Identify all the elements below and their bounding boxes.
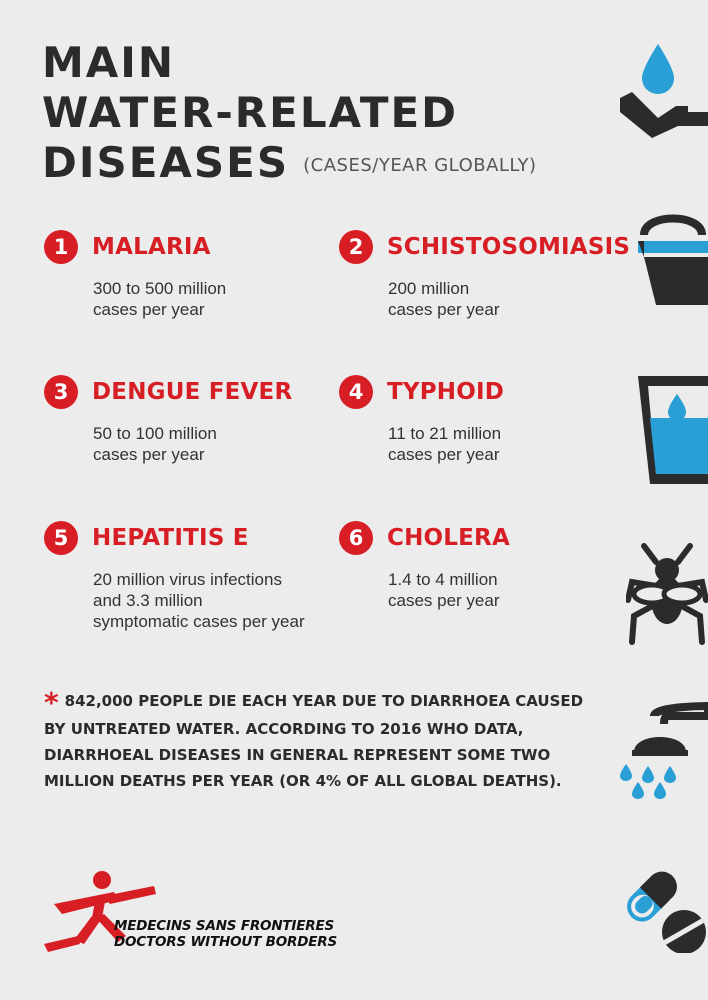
pills-icon xyxy=(618,858,708,953)
title-line-3: DISEASES xyxy=(42,138,290,187)
disease-cases xyxy=(388,278,638,320)
page-title xyxy=(42,38,537,191)
glass-of-water-icon xyxy=(638,376,708,484)
title-line-1: MAIN xyxy=(42,38,176,87)
disease-item-typhoid xyxy=(339,374,629,465)
disease-cases-line: cases per year xyxy=(388,591,500,610)
disease-item-malaria xyxy=(44,229,334,320)
disease-name: MALARIA xyxy=(92,234,211,260)
disease-cases-line: cases per year xyxy=(93,300,205,319)
disease-cases-line: cases per year xyxy=(93,445,205,464)
disease-item-dengue-fever xyxy=(44,374,334,465)
disease-cases xyxy=(388,423,638,465)
disease-number-badge: 1 xyxy=(44,230,78,264)
disease-cases-line: cases per year xyxy=(388,300,500,319)
shower-icon xyxy=(614,702,708,800)
disease-name: TYPHOID xyxy=(387,379,505,405)
msf-logo-line-2: DOCTORS WITHOUT BORDERS xyxy=(114,934,337,950)
disease-item-hepatitis-e xyxy=(44,520,334,632)
title-line-2: WATER-RELATED xyxy=(42,88,459,137)
mosquito-icon xyxy=(626,542,708,650)
msf-logo xyxy=(44,866,337,960)
disease-cases-line: 50 to 100 million xyxy=(93,424,217,443)
disease-cases-line: cases per year xyxy=(388,445,500,464)
disease-name: SCHISTOSOMIASIS xyxy=(387,234,631,260)
disease-cases xyxy=(93,278,343,320)
disease-cases xyxy=(93,423,343,465)
disease-cases-line: 11 to 21 million xyxy=(388,424,502,443)
disease-cases-line: 1.4 to 4 million xyxy=(388,570,498,589)
disease-cases-line: symptomatic cases per year xyxy=(93,612,305,631)
disease-cases-line: 300 to 500 million xyxy=(93,279,227,298)
disease-cases-line: 20 million virus infections xyxy=(93,570,282,589)
disease-item-schistosomiasis xyxy=(339,229,629,320)
disease-cases-line: 200 million xyxy=(388,279,470,298)
disease-number-badge: 3 xyxy=(44,375,78,409)
footnote xyxy=(44,688,584,794)
disease-name: HEPATITIS E xyxy=(92,525,249,551)
title-line-3-row xyxy=(42,138,537,191)
disease-name: DENGUE FEVER xyxy=(92,379,293,405)
disease-cases-line: and 3.3 million xyxy=(93,591,203,610)
disease-number-badge: 2 xyxy=(339,230,373,264)
disease-cases xyxy=(388,569,638,611)
footnote-text: 842,000 PEOPLE DIE EACH YEAR DUE TO DIARRHOEA CAUSED BY UNTREATED WATER. ACCORDING TO 2016 WHO DATA, DIARRHOEAL DISEASES IN GENERAL REPRESENT SOME TWO MILLION DEATHS PER YEAR (OR 4% OF ALL GLOBAL DEATHS). xyxy=(44,692,584,790)
msf-logo-text xyxy=(114,918,337,950)
page-subtitle: (CASES/YEAR GLOBALLY) xyxy=(303,155,537,176)
disease-number-badge: 5 xyxy=(44,521,78,555)
msf-logo-line-1: MEDECINS SANS FRONTIERES xyxy=(114,918,335,934)
bucket-icon xyxy=(638,205,708,310)
water-drop-hand-icon xyxy=(618,42,708,142)
footnote-asterisk: * xyxy=(44,686,59,719)
disease-cases xyxy=(93,569,363,632)
disease-name: CHOLERA xyxy=(387,525,510,551)
disease-number-badge: 4 xyxy=(339,375,373,409)
disease-item-cholera xyxy=(339,520,629,611)
disease-number-badge: 6 xyxy=(339,521,373,555)
